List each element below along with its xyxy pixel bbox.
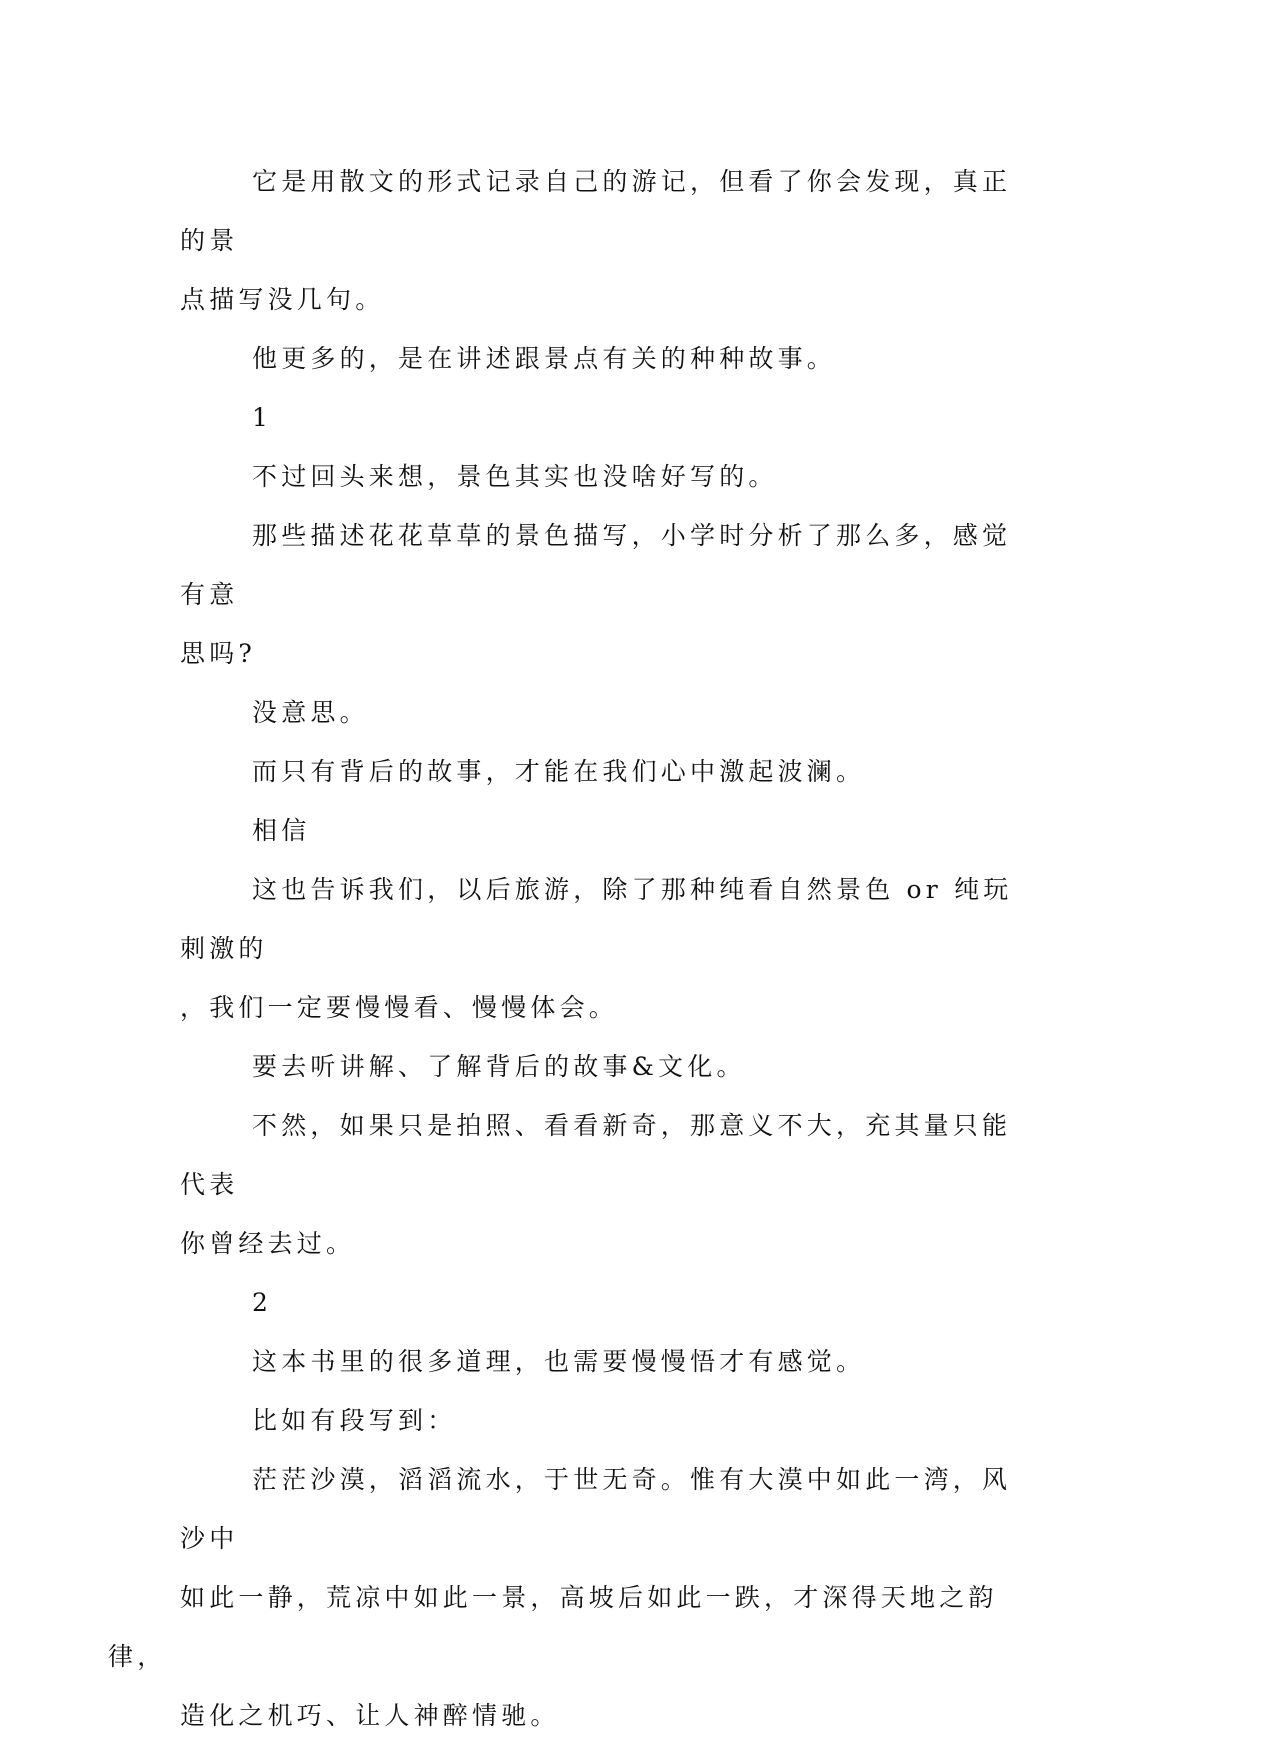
paragraph xyxy=(180,1332,1035,1391)
paragraph xyxy=(180,801,1035,860)
text-line: 而只有背后的故事，才能在我们心中激起波澜。 xyxy=(252,757,866,786)
text-line: 2 xyxy=(252,1288,273,1317)
text-line: 不然，如果只是拍照、看看新奇，那意义不大，充其量只能代表 xyxy=(180,1111,1012,1199)
text-line: 那些描述花花草草的景色描写，小学时分析了那么多，感觉有意 xyxy=(180,521,1012,609)
text-line: ，我们一定要慢慢看、慢慢体会。 xyxy=(180,993,619,1022)
paragraph xyxy=(180,683,1035,742)
paragraph xyxy=(180,742,1035,801)
quote-paragraph xyxy=(108,1450,1035,1745)
text-line: 这本书里的很多道理，也需要慢慢悟才有感觉。 xyxy=(252,1347,866,1376)
paragraph xyxy=(180,1096,1035,1273)
paragraph xyxy=(180,1391,1035,1450)
section-number xyxy=(180,1273,1035,1332)
section-number xyxy=(180,388,1035,447)
text-line: 1 xyxy=(252,403,273,432)
document-body xyxy=(108,152,1035,1745)
paragraph xyxy=(180,152,1035,329)
text-line: 点描写没几句。 xyxy=(180,285,385,314)
text-line: 如此一静，荒凉中如此一景，高坡后如此一跌，才深得天地之韵律， xyxy=(108,1583,998,1671)
text-line: 这也告诉我们，以后旅游，除了那种纯看自然景色 or 纯玩刺激的 xyxy=(180,875,1013,963)
text-line: 造化之机巧、让人神醉情驰。 xyxy=(180,1701,560,1730)
text-line: 他更多的，是在讲述跟景点有关的种种故事。 xyxy=(252,344,837,373)
text-line: 相信 xyxy=(252,816,311,845)
paragraph xyxy=(180,1037,1035,1096)
text-line: 思吗? xyxy=(180,639,257,668)
text-line: 没意思。 xyxy=(252,698,369,727)
text-line: 要去听讲解、了解背后的故事&文化。 xyxy=(252,1052,746,1081)
paragraph xyxy=(180,860,1035,1037)
text-line: 它是用散文的形式记录自己的游记，但看了你会发现，真正的景 xyxy=(180,167,1012,255)
paragraph xyxy=(180,506,1035,683)
paragraph xyxy=(180,447,1035,506)
paragraph xyxy=(180,329,1035,388)
text-line: 比如有段写到： xyxy=(252,1406,457,1435)
text-line: 不过回头来想，景色其实也没啥好写的。 xyxy=(252,462,778,491)
text-line: 茫茫沙漠，滔滔流水，于世无奇。惟有大漠中如此一湾，风沙中 xyxy=(180,1465,1012,1553)
text-line: 你曾经去过。 xyxy=(180,1229,356,1258)
